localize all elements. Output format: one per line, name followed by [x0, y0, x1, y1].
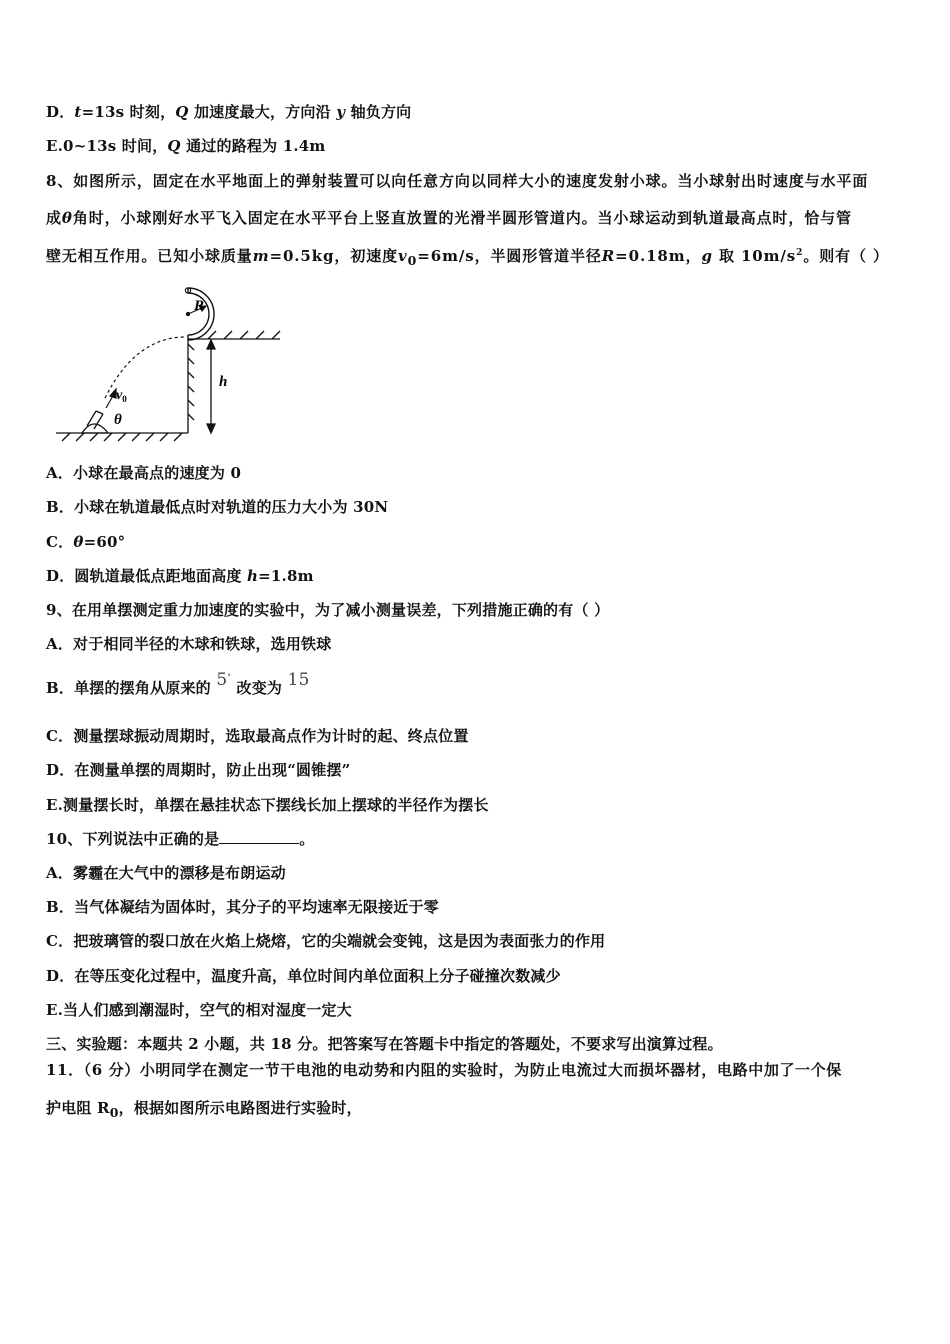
- q10-option-d: D．在等压变化过程中，温度升高，单位时间内单位面积上分子碰撞次数减少: [46, 967, 561, 985]
- q10-stem: 10、下列说法中正确的是 。: [46, 830, 315, 848]
- q8-stem-line1: 8、如图所示，固定在水平地面上的弹射装置可以向任意方向以同样大小的速度发射小球。当小球射出时速度与水平面: [46, 172, 869, 190]
- velocity-arrow: [106, 389, 116, 408]
- label-v0: $v_0$: [116, 388, 127, 404]
- platform: [188, 331, 280, 433]
- q9-option-b: B．单摆的摆角从原来的 5° 改变为 15: [46, 670, 310, 697]
- section-heading: 三、实验题：本题共 2 小题，共 18 分。把答案写在答题卡中指定的答题处，不要求写出演算过程。: [46, 1035, 723, 1053]
- q9-option-c: C．测量摆球振动周期时，选取最高点作为计时的起、终点位置: [46, 727, 469, 745]
- q9-stem: 9、在用单摆测定重力加速度的实验中，为了减小测量误差，下列措施正确的有（ ）: [46, 601, 610, 619]
- q7-option-d: D．t=13s 时刻，Q 加速度最大，方向沿 y 轴负方向: [46, 103, 412, 121]
- q11-line1: 11．（6 分）小明同学在测定一节干电池的电动势和内阻的实验时，为防止电流过大而损坏器材，电路中加了一个保: [46, 1061, 842, 1079]
- launcher: [82, 411, 108, 433]
- height-arrow: [207, 340, 215, 433]
- q8-stem-line2: 成θ角时，小球刚好水平飞入固定在水平平台上竖直放置的光滑半圆形管道内。当小球运动到轨道最高点时，恰与管: [46, 209, 852, 227]
- q7-option-e: E.0~13s 时间，Q 通过的路程为 1.4m: [46, 137, 326, 155]
- ground: [56, 433, 188, 441]
- q10-option-e: E.当人们感到潮湿时，空气的相对湿度一定大: [46, 1001, 352, 1019]
- q9-option-e: E.测量摆长时，单摆在悬挂状态下摆线长加上摆球的半径作为摆长: [46, 796, 489, 814]
- q9-option-d: D．在测量单摆的周期时，防止出现“圆锥摆”: [46, 761, 351, 779]
- label-theta: θ: [114, 412, 122, 428]
- semicircle-tube: [188, 288, 214, 340]
- label-h: h: [219, 374, 228, 390]
- q8-option-d: D．圆轨道最低点距地面高度 h=1.8m: [46, 567, 314, 585]
- q8-option-c: C．θ=60°: [46, 533, 126, 551]
- q11-line2: 护电阻 $R_0$，根据如图所示电路图进行实验时，: [46, 1099, 362, 1120]
- q10-option-a: A．雾霾在大气中的漂移是布朗运动: [46, 864, 286, 882]
- q10-option-c: C．把玻璃管的裂口放在火焰上烧熔，它的尖端就会变钝，这是因为表面张力的作用: [46, 932, 606, 950]
- projectile-diagram: [50, 278, 290, 446]
- q9-option-a: A．对于相同半径的木球和铁球，选用铁球: [46, 635, 332, 653]
- q10-option-b: B．当气体凝结为固体时，其分子的平均速率无限接近于零: [46, 898, 439, 916]
- answer-blank: [219, 829, 299, 844]
- label-R: R: [194, 298, 205, 314]
- q8-option-a: A．小球在最高点的速度为 0: [46, 464, 242, 482]
- q8-option-b: B．小球在轨道最低点时对轨道的压力大小为 30N: [46, 498, 389, 516]
- q8-stem-line3: 壁无相互作用。已知小球质量m=0.5kg，初速度$v_0=6m/s$，半圆形管道半径R=0.18m，g 取 $10m/s^2$。则有（ ）: [46, 247, 889, 268]
